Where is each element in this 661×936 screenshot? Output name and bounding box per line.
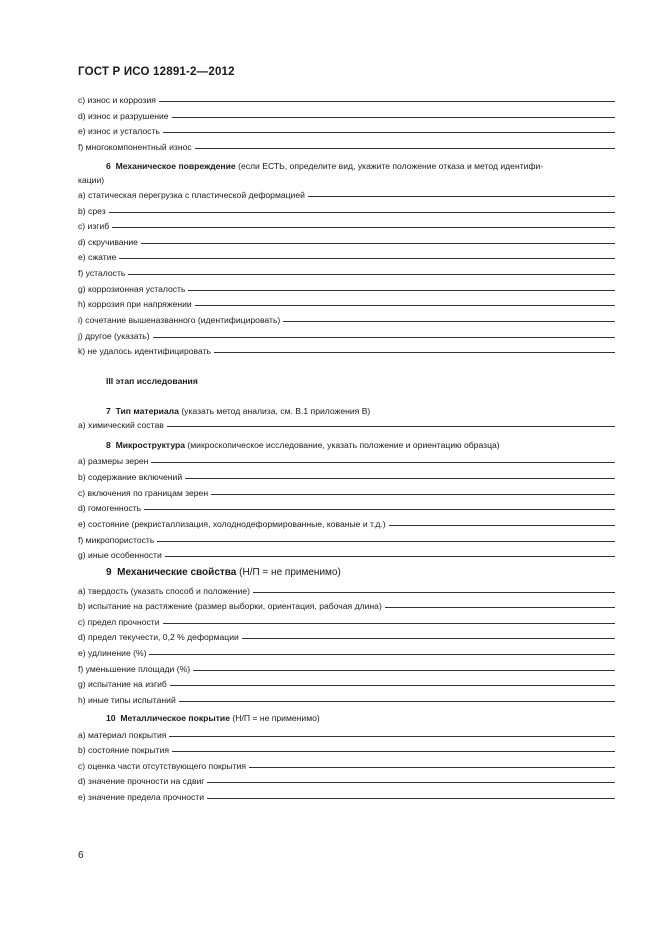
line-label: h) коррозия при напряжении [78, 299, 192, 309]
form-line [78, 788, 615, 802]
fill-line[interactable] [159, 101, 615, 102]
page-number: 6 [78, 850, 84, 861]
line-label: g) коррозионная усталость [78, 284, 186, 294]
section-title: Микроструктура [115, 440, 186, 450]
form-line [78, 613, 615, 627]
form-line [78, 675, 615, 689]
line-label: e) состояние (рекристаллизация, холоднодеформированные, кованые и т.д.) [78, 519, 386, 529]
fill-line[interactable] [193, 670, 615, 671]
line-label: e) сжатие [78, 252, 117, 262]
form-line [78, 597, 615, 611]
fill-line[interactable] [207, 798, 615, 799]
document-header: ГОСТ Р ИСО 12891-2—2012 [78, 66, 235, 78]
section-title: Металлическое покрытие [120, 713, 230, 723]
form-line [78, 107, 615, 121]
section-note: (Н/П = не применимо) [239, 567, 341, 578]
fill-line[interactable] [165, 556, 615, 557]
fill-line[interactable] [389, 525, 615, 526]
section-title: Тип материала [115, 406, 179, 416]
line-label: b) срез [78, 206, 106, 216]
form-line [78, 91, 615, 105]
fill-line[interactable] [157, 541, 615, 542]
form-line [78, 138, 615, 152]
fill-line[interactable] [172, 751, 615, 752]
form-line [78, 628, 615, 642]
form-line [78, 248, 615, 262]
line-label: e) удлинение (%) [78, 648, 147, 658]
line-label: d) гомогенность [78, 503, 142, 513]
form-line [78, 644, 615, 658]
fill-line[interactable] [144, 509, 615, 510]
form-line [78, 741, 615, 755]
form-line [78, 186, 615, 200]
line-label: d) предел текучести, 0,2 % деформации [78, 632, 239, 642]
line-label: c) оценка части отсутствующего покрытия [78, 761, 247, 771]
fill-line[interactable] [249, 767, 615, 768]
fill-line[interactable] [149, 654, 615, 655]
fill-line[interactable] [179, 701, 615, 702]
fill-line[interactable] [141, 243, 615, 244]
fill-line[interactable] [195, 305, 615, 306]
section-note-cont: кации) [78, 175, 105, 185]
fill-line[interactable] [211, 494, 615, 495]
form-line [78, 233, 615, 247]
fill-line[interactable] [308, 196, 615, 197]
section-number: 6 [106, 161, 111, 171]
line-label: f) уменьшение площади (%) [78, 664, 191, 674]
form-line [78, 452, 615, 466]
line-label: j) другое (указать) [78, 331, 150, 341]
fill-line[interactable] [188, 290, 615, 291]
section-number: 7 [106, 406, 111, 416]
section-number: 9 [106, 567, 112, 578]
line-label: f) многокомпонентный износ [78, 142, 192, 152]
fill-line[interactable] [153, 337, 615, 338]
line-label: b) состояние покрытия [78, 745, 170, 755]
fill-line[interactable] [283, 321, 615, 322]
section-10-heading [78, 711, 615, 725]
section-note: (указать метод анализа, см. В.1 приложения В) [181, 406, 371, 416]
stage-heading: III этап исследования [106, 376, 198, 386]
form-line [78, 691, 615, 705]
form-line [78, 468, 615, 482]
section-note: (микроскопическое исследование, указать положение и ориентацию образца) [187, 440, 500, 450]
fill-line[interactable] [253, 592, 615, 593]
fill-line[interactable] [163, 132, 615, 133]
form-line [78, 484, 615, 498]
form-line [78, 660, 615, 674]
section-note: (если ЕСТЬ, определите вид, укажите положение отказа и метод идентифи- [238, 161, 544, 171]
section-number: 8 [106, 440, 111, 450]
line-label: h) иные типы испытаний [78, 695, 176, 705]
line-label: c) включения по границам зерен [78, 488, 209, 498]
fill-line[interactable] [109, 212, 615, 213]
line-label: e) износ и усталость [78, 126, 160, 136]
form-line [78, 122, 615, 136]
line-label: а) химический состав [78, 420, 164, 430]
line-label: i) сочетание вышеназванного (идентифицировать) [78, 315, 281, 325]
line-label: k) не удалось идентифицировать [78, 346, 212, 356]
form-line [78, 416, 615, 430]
line-label: d) скручивание [78, 237, 138, 247]
line-label: b) содержание включений [78, 472, 183, 482]
line-label: f) усталость [78, 268, 126, 278]
fill-line[interactable] [242, 638, 615, 639]
fill-line[interactable] [163, 623, 615, 624]
fill-line[interactable] [385, 607, 615, 608]
form-line [78, 280, 615, 294]
form-line [78, 295, 615, 309]
section-9-heading [78, 566, 615, 580]
form-line [78, 531, 615, 545]
fill-line[interactable] [172, 117, 615, 118]
line-label: d) износ и разрушение [78, 111, 169, 121]
line-label: а) статическая перегрузка с пластической деформацией [78, 190, 305, 200]
fill-line[interactable] [167, 426, 615, 427]
fill-line[interactable] [214, 352, 615, 353]
line-label: g) испытание на изгиб [78, 679, 167, 689]
line-label: g) иные особенности [78, 550, 162, 560]
line-label: а) материал покрытия [78, 730, 167, 740]
line-label: а) размеры зерен [78, 456, 149, 466]
form-line [78, 217, 615, 231]
form-line [78, 202, 615, 216]
form-line [78, 499, 615, 513]
form-line [78, 342, 615, 356]
form-line [78, 757, 615, 771]
section-note: (Н/П = не применимо) [232, 713, 320, 723]
form-line [78, 582, 615, 596]
line-label: а) твердость (указать способ и положение) [78, 586, 250, 596]
fill-line[interactable] [151, 462, 615, 463]
fill-line[interactable] [170, 685, 615, 686]
section-title: Механическое повреждение [115, 161, 236, 171]
line-label: c) предел прочности [78, 617, 160, 627]
section-title: Механические свойства [117, 567, 237, 578]
section-8-heading [78, 438, 615, 452]
fill-line[interactable] [195, 148, 615, 149]
form-line [78, 546, 615, 560]
fill-line[interactable] [169, 736, 615, 737]
form-line [78, 726, 615, 740]
section-number: 10 [106, 713, 116, 723]
fill-line[interactable] [119, 258, 615, 259]
line-label: c) износ и коррозия [78, 95, 156, 105]
section-6-heading [78, 159, 615, 187]
line-label: b) испытание на растяжение (размер выборки, ориентация, рабочая длина) [78, 601, 382, 611]
fill-line[interactable] [185, 478, 615, 479]
form-line [78, 264, 615, 278]
line-label: c) изгиб [78, 221, 110, 231]
line-label: d) значение прочности на сдвиг [78, 776, 205, 786]
form-line [78, 311, 615, 325]
fill-line[interactable] [207, 782, 615, 783]
form-line [78, 327, 615, 341]
line-label: f) микропористость [78, 535, 155, 545]
form-line [78, 772, 615, 786]
fill-line[interactable] [112, 227, 615, 228]
form-line [78, 515, 615, 529]
line-label: e) значение предела прочности [78, 792, 205, 802]
fill-line[interactable] [128, 274, 615, 275]
